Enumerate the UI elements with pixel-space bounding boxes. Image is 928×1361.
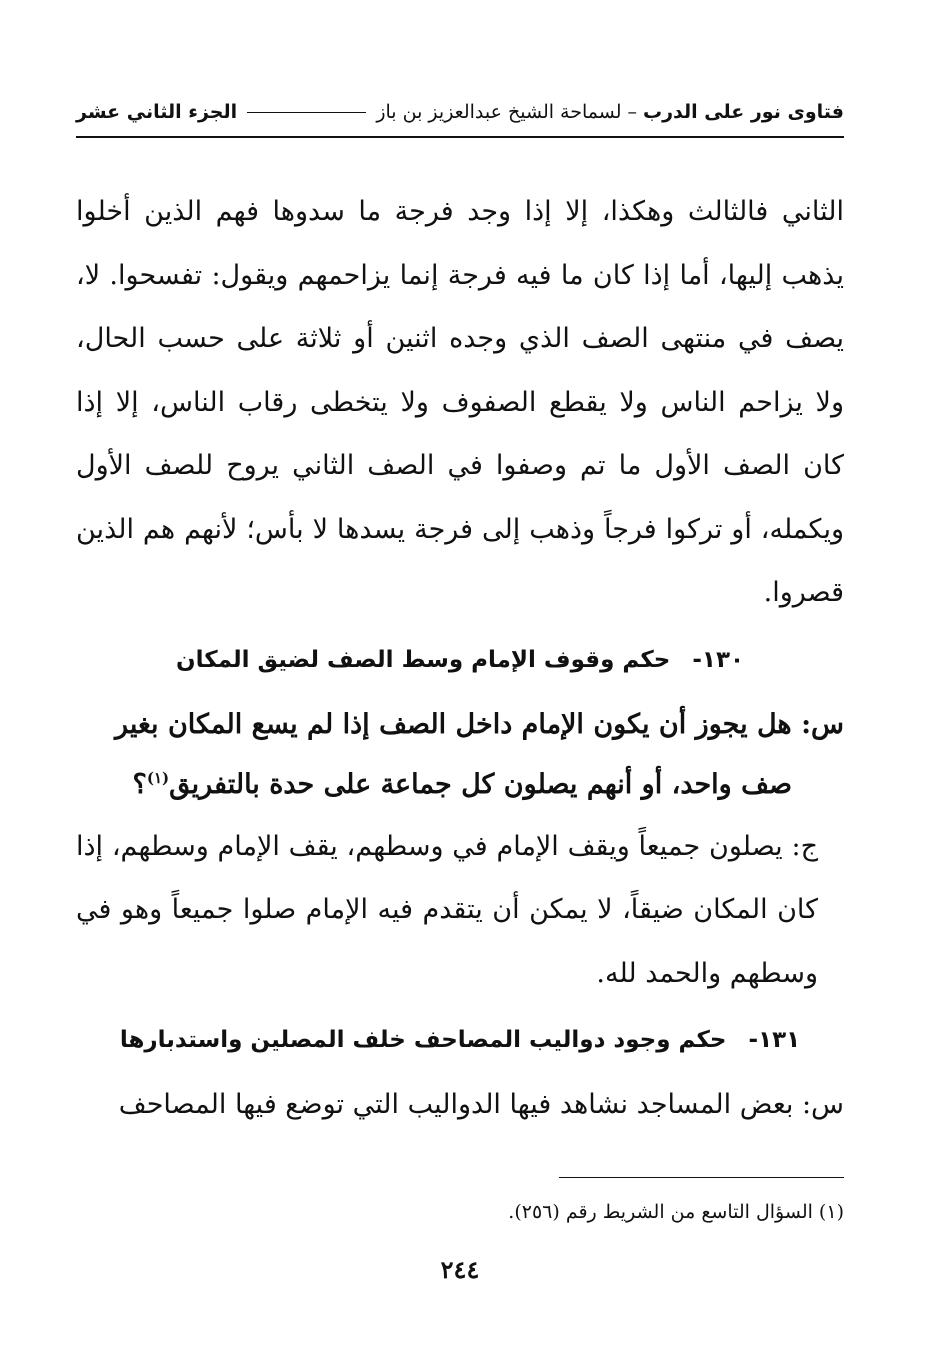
section-heading-131	[76, 1005, 844, 1075]
running-header	[76, 94, 844, 138]
footnote-reference[interactable]: (١)	[146, 768, 170, 787]
section-number: ١٣١-	[748, 1027, 801, 1053]
footnote: (١) السؤال التاسع من الشريط رقم (٢٥٦).	[508, 1201, 844, 1223]
section-number: ١٣٠-	[692, 646, 745, 673]
volume-part: الجزء الثاني عشر	[76, 101, 238, 123]
page-body	[76, 180, 844, 1135]
book-page	[76, 0, 844, 1361]
intro-paragraph: الثاني فالثالث وهكذا، إلا إذا وجد فرجة ما سدوها فهم الذين أخلوا يذهب إليها، أما إذا كان ما فيه فرجة إنما يزاحمهم ويقول: تفسحوا. لا، يصف في منتهى الصف الذي وجده اثنين أو ثلاثة على حسب الحال، ولا يزاحم الناس ولا يقطع الصفوف ولا يتخطى رقاب الناس، إلا إذا كان الصف الأول ما تم وصفوا في الصف الثاني يروح للصف الأول ويكمله، أو تركوا فرجاً وذهب إلى فرجة يسدها لا بأس؛ لأنهم هم الذين قصروا.	[76, 196, 844, 608]
header-rule	[247, 112, 366, 113]
section-heading-130	[76, 625, 844, 695]
footnote-divider	[559, 1177, 844, 1178]
question-131-line-1: س: بعض المساجد نشاهد فيها الدواليب التي توضع فيها المصاحف	[118, 1089, 844, 1120]
answer-130: ج: يصلون جميعاً ويقف الإمام في وسطهم، يقف الإمام وسطهم، إذا كان المكان ضيقاً، لا يمكن أن يتقدم فيه الإمام صلوا جميعاً وهو في وسطهم والحمد لله.	[76, 830, 818, 989]
question-text: صف واحد، أو أنهم يصلون كل جماعة على حدة بالتفريق	[169, 768, 792, 800]
question-130-line-2	[76, 755, 844, 815]
header-separator: –	[627, 101, 637, 123]
section-title: حكم وقوف الإمام وسط الصف لضيق المكان	[175, 646, 671, 673]
book-author: لسماحة الشيخ عبدالعزيز بن باز	[376, 101, 622, 123]
page-number: ٢٤٤	[440, 1255, 480, 1284]
question-130-line-1: س: هل يجوز أن يكون الإمام داخل الصف إذا لم يسع المكان بغير	[114, 708, 844, 740]
question-mark: ؟	[132, 768, 147, 800]
book-title: فتاوى نور على الدرب	[643, 101, 844, 123]
section-title: حكم وجود دواليب المصاحف خلف المصلين واستدبارها	[119, 1027, 727, 1053]
